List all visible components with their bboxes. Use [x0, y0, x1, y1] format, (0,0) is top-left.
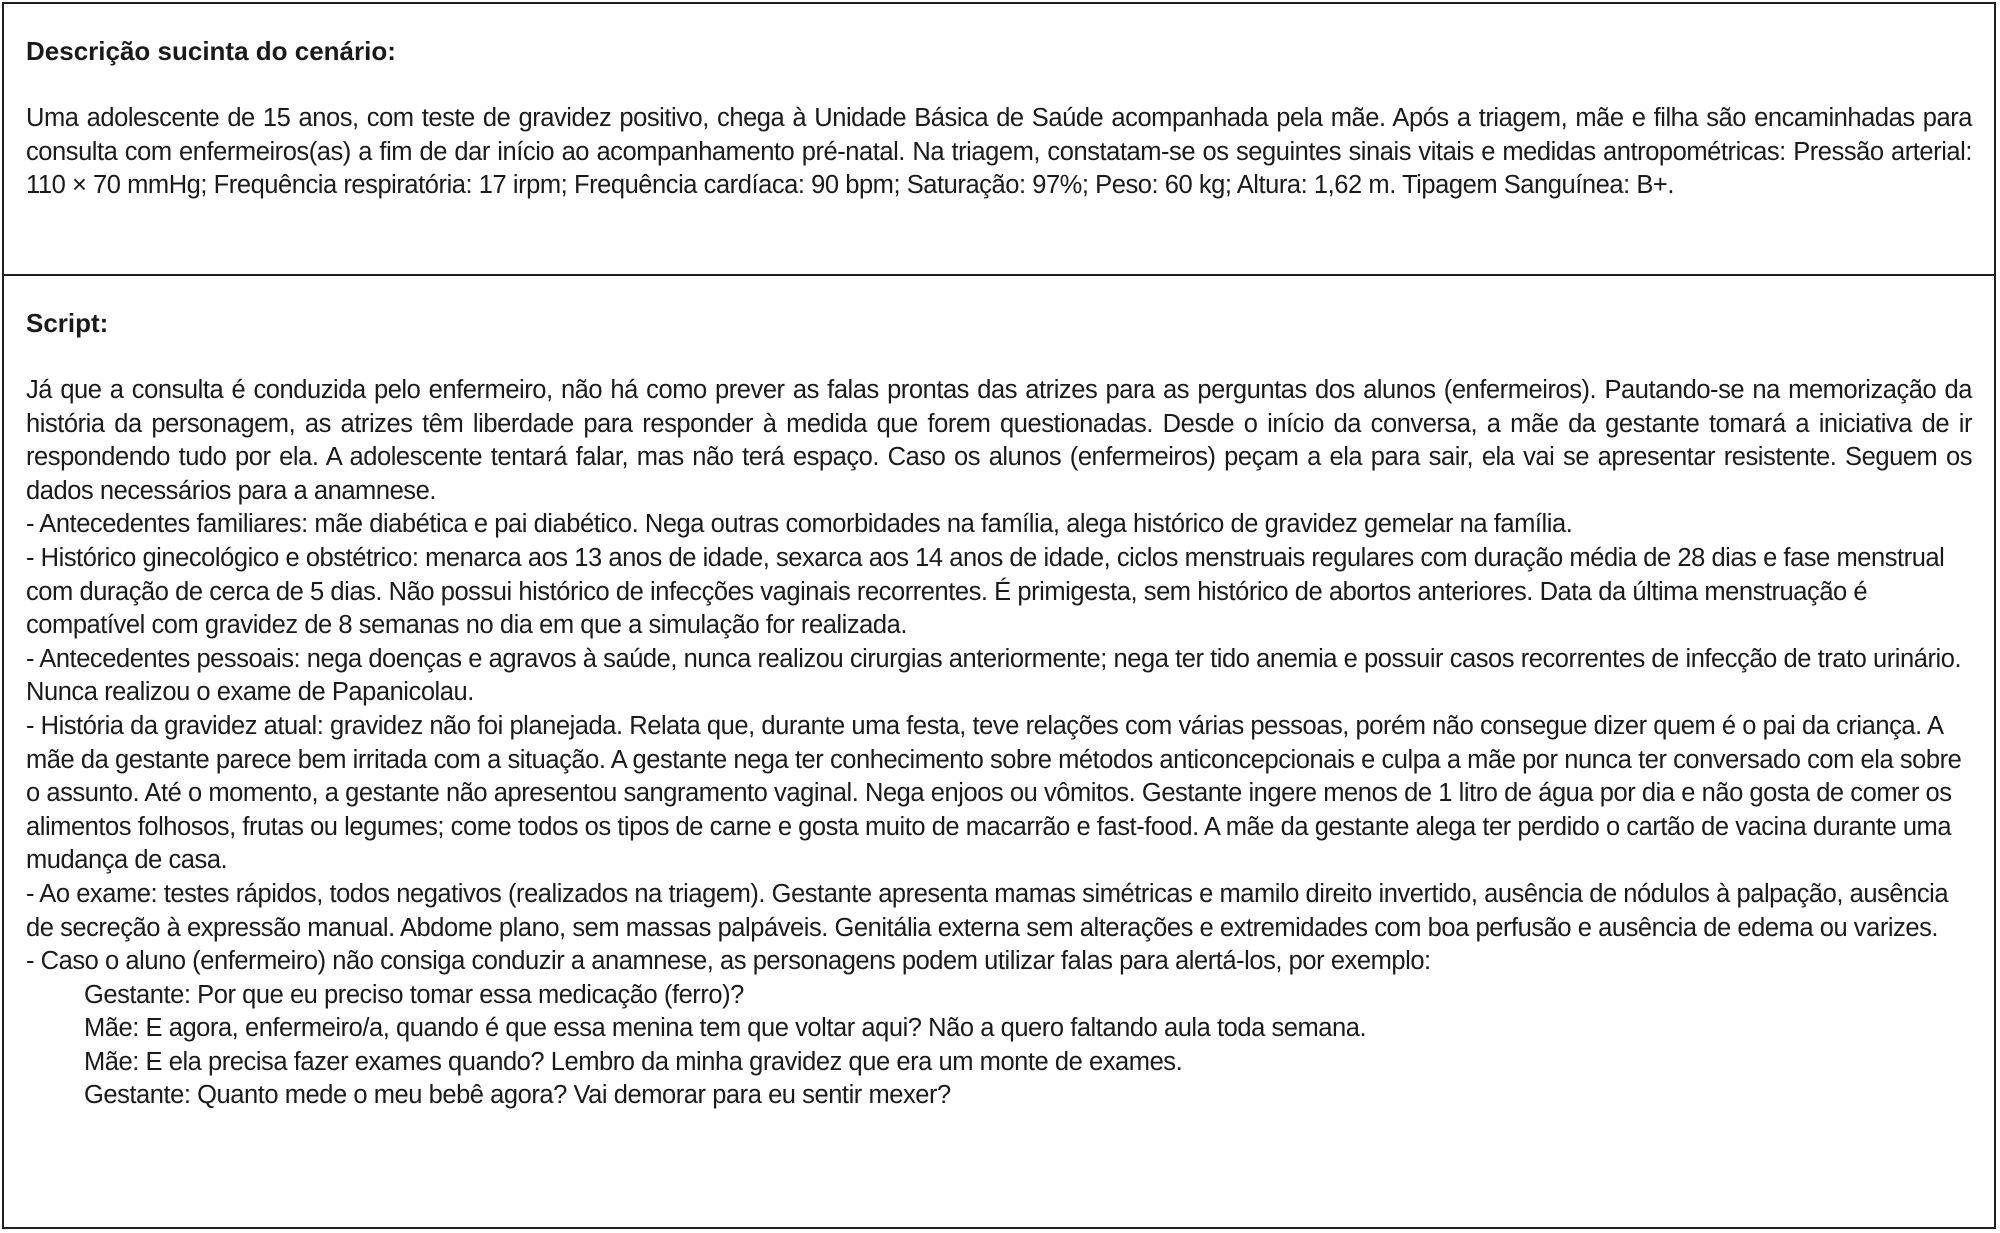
script-intro: Já que a consulta é conduzida pelo enfermeiro, não há como prever as falas prontas das atrizes para as perguntas dos alunos (enfermeiros). Pautando-se na memorização da história da personagem, as atrizes têm liberdade para responder à medida que forem questionadas. Desde o início da conversa, a mãe da gestante tomará a iniciativa de ir respondendo tudo por ela. A adolescente tentará falar, mas não terá espaço. Caso os alunos (enfermeiros) peçam a ela para sair, ela vai se apresentar resistente. Seguem os dados necessários para a anamnese. — [26, 376, 1972, 505]
scenario-table — [2, 2, 1996, 1229]
script-title: Script: — [26, 308, 109, 338]
scenario-description: Uma adolescente de 15 anos, com teste de gravidez positivo, chega à Unidade Básica de Saúde acompanhada pela mãe. Após a triagem, mãe e filha são encaminhadas para consulta com enfermeiros(as) a fim de dar início ao acompanhamento pré-natal. Na triagem, constatam-se os seguintes sinais vitais e medidas antropométricas: Pressão arterial: 110 × 70 mmHg; Frequência respiratória: 17 irpm; Frequência cardíaca: 90 bpm; Saturação: 97%; Peso: 60 kg; Altura: 1,62 m. Tipagem Sanguínea: B+. — [26, 104, 1972, 200]
dialogue-line: Mãe: E ela precisa fazer exames quando? Lembro da minha gravidez que era um monte de exames. — [84, 1047, 1183, 1076]
dialogue-line: Gestante: Por que eu preciso tomar essa medicação (ferro)? — [84, 980, 744, 1009]
family-history-item: - Antecedentes familiares: mãe diabética e pai diabético. Nega outras comorbidades na família, alega histórico de gravidez gemelar na família. — [26, 510, 1573, 539]
exam-item: - Ao exame: testes rápidos, todos negativos (realizados na triagem). Gestante apresenta mamas simétricas e mamilo direito invertido, ausência de nódulos à palpação, ausência de secreção à expressão manual. Abdome plano, sem massas palpáveis. Genitália externa sem alterações e extremidades com boa perfusão e ausência de edema ou varizes. — [26, 879, 1949, 942]
example-dialogue — [26, 979, 1972, 1113]
personal-history-item: - Antecedentes pessoais: nega doenças e agravos à saúde, nunca realizou cirurgias anteriormente; nega ter tido anemia e possuir casos recorrentes de infecção de trato urinário. Nunca realizou o exame de Papanicolau. — [26, 644, 1962, 707]
gyneco-obstetric-history-item: - Histórico ginecológico e obstétrico: menarca aos 13 anos de idade, sexarca aos 14 anos de idade, ciclos menstruais regulares com duração média de 28 dias e fase menstrual com duração de cerca de 5 dias. Não possui histórico de infecções vaginais recorrentes. É primigesta, sem histórico de abortos anteriores. Data da última menstruação é compatível com gravidez de 8 semanas no dia em que a simulação for realizada. — [26, 543, 1945, 640]
script-section — [4, 276, 1994, 1227]
guidance-item: - Caso o aluno (enfermeiro) não consiga conduzir a anamnese, as personagens podem utilizar falas para alertá-los, por exemplo: — [26, 947, 1431, 976]
scenario-title: Descrição sucinta do cenário: — [26, 36, 396, 66]
dialogue-line: Gestante: Quanto mede o meu bebê agora? Vai demorar para eu sentir mexer? — [84, 1081, 951, 1110]
scenario-section — [4, 4, 1994, 276]
dialogue-line: Mãe: E agora, enfermeiro/a, quando é que essa menina tem que voltar aqui? Não a quero faltando aula toda semana. — [84, 1014, 1367, 1043]
current-pregnancy-item: - História da gravidez atual: gravidez não foi planejada. Relata que, durante uma festa, teve relações com várias pessoas, porém não consegue dizer quem é o pai da criança. A mãe da gestante parece bem irritada com a situação. A gestante nega ter conhecimento sobre métodos anticoncepcionais e culpa a mãe por nunca ter conversado com ela sobre o assunto. Até o momento, a gestante não apresentou sangramento vaginal. Nega enjoos ou vômitos. Gestante ingere menos de 1 litro de água por dia e não gosta de comer os alimentos folhosos, frutas ou legumes; come todos os tipos de carne e gosta muito de macarrão e fast-food. A mãe da gestante alega ter perdido o cartão de vacina durante uma mudança de casa. — [26, 711, 1962, 875]
